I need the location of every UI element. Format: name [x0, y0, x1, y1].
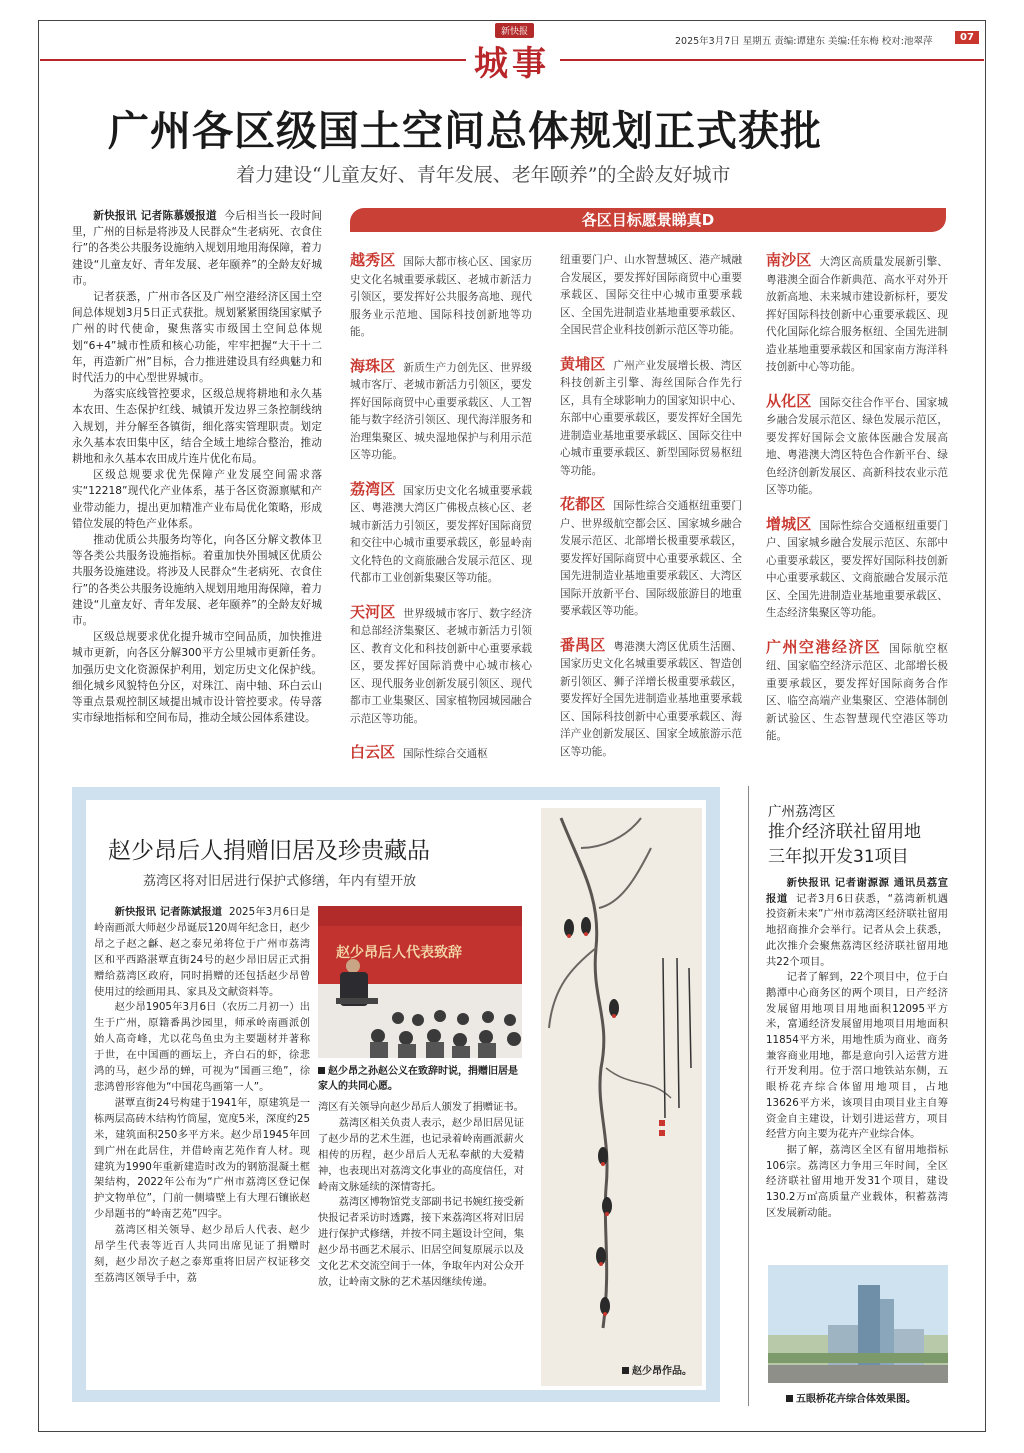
story3-byline: 新快报讯 记者谢源源 通讯员荔宣报道 [766, 877, 948, 905]
district-item: 荔湾区 国家历史文化名城重要承载区、粤港澳大湾区广佛极点核心区、老城市新活力引领区，要发挥好国际商贸和交往中心城市重要承载区，彰显岭南文化特色的文商旅融合发展示范区、现代都市工业创新集聚区等功能。 [350, 479, 532, 584]
district-item: 天河区 世界级城市客厅、数字经济和总部经济集聚区、老城市新活力引领区、教育文化和科技创新中心重要承载区，要发挥好国际消费中心城市核心区、现代服务业创新发展引领区、现代都市工业集聚区、国家植物园城园融合示范区等功能。 [350, 602, 532, 725]
paragraph: 据了解，荔湾区全区有留用地指标106宗。荔湾区力争用三年时间，全区经济联社留用地开发31个项目，建设130.2万㎡高质量产业载体，积蓄荔湾区发展新动能。 [766, 1143, 948, 1219]
story3-title-line2: 三年拟开发31项目 [768, 847, 909, 867]
paragraph: 记者了解到，22个项目中，位于白鹅潭中心商务区的两个项目，日产经济发展留用地项目用地面积12095平方米，富通经济发展留用地项目用地面积11854平方米，用地性质为商业、商务兼容商业用地，都是意向引入运营方进行开发利用。位于滘口地铁站东侧，五眼桥花卉综合体留用地项目，占地13626平方米，该项目由项目业主自筹资金自主建设，计划引进运营方，项目经营方向主要为花卉产业综合体。 [766, 971, 948, 1141]
paragraph: 荔湾区相关负责人表示，赵少昂旧居见证了赵少昂的艺术生涯，也记录着岭南画派薪火相传的历程，赵少昂后人无私奉献的大爱精神，也表现出对荔湾文化事业的高度信任，对岭南文脉延续的深情寄托。 [318, 1116, 524, 1193]
column-divider [748, 786, 749, 1406]
paragraph: 区级总规要求优先保障产业发展空间需求落实“12218”现代化产业体系，基于各区资源禀赋和产业带动能力，提出更加精准产业布局优化策略，形成错位发展的特色产业体系。 [72, 469, 322, 530]
story2-col1: 新快报讯 记者陈斌报道 2025年3月6日是岭南画派大师赵少昂诞辰120周年纪念日，赵少昂之子赵之龢、赵之泰兄弟将位于广州市荔湾区和平西路湛覃直街24号的赵少昂旧居正式捐赠给荔湾区政府，同时捐赠的还包括赵少昂曾使用过的绘画用具、家具及文献资料等。 赵少昂1905年3月6日（农历二月初一）出生于广州，原籍番禺沙园里，师承岭南画派创始人高奇峰，尤以花鸟鱼虫为主要题材并著称于世，在中国画的画坛上，齐白石的虾，徐悲鸿的马，赵少昂的蝉，可视为“国画三绝”，徐悲鸿曾形容他为“中国花鸟画第一人”。 湛覃直街24号构建于1941年，原建筑是一栋两层高砖木结构竹筒屋，宽度5米，深度约25米，建筑面积250多平方米。赵少昂1945年回到广州在此居住，并借岭南艺苑作育人材。现建筑为1990年重新建造时改为的钢筋混凝土框架结构，2022年公布为“广州市荔湾区登记保护文物单位”，门前一侧墙壁上有大理石镶嵌赵少昂题书的“岭南艺苑”四字。 荔湾区相关领导、赵少昂后人代表、赵少昂学生代表等近百人共同出席见证了捐赠时刻，赵少昂次子赵之泰郑重将旧居产权证移交至荔湾区领导手中，荔 [94, 905, 310, 1380]
building-rendering-image [768, 1265, 948, 1383]
paragraph: 为落实底线管控要求，区级总规将耕地和永久基本农田、生态保护红线、城镇开发边界三条控制线纳入规划，并分解至各镇街，细化落实管理职责。划定永久基本农田集中区，结合全域土地综合整治，推动耕地和永久基本农田成片连片优化布局。 [72, 388, 322, 466]
main-byline: 新快报讯 记者陈慕媛报道 [93, 210, 217, 222]
event-photo [318, 906, 522, 1058]
district-item: 白云区 国际性综合交通枢 [350, 743, 488, 760]
district-item: 海珠区 新质生产力创先区、世界级城市客厅、老城市新活力引领区，要发挥好国际商贸中心重要承载区、人工智能与数字经济引领区、现代海洋服务和治理集聚区、城央湿地保护与利用示范区等功能。 [350, 356, 532, 461]
story2-subtitle: 荔湾区将对旧居进行保护式修缮，年内有望开放 [143, 874, 417, 889]
painting-image [541, 808, 702, 1386]
story3-title-line1: 推介经济联社留用地 [768, 822, 921, 842]
district-item: 增城区 国际性综合交通枢纽重要门户、国家城乡融合发展示范区、东部中心重要承载区，要发挥好国际科技创新中心重要承载区、文商旅融合发展示范区、全国先进制造业基地重要承载区、生态经济集聚区等功能。 [766, 514, 948, 619]
paragraph: 湛覃直街24号构建于1941年，原建筑是一栋两层高砖木结构竹筒屋，宽度5米，深度约25米，建筑面积250多平方米。赵少昂1945年回到广州在此居住，并借岭南艺苑作育人材。现建筑为1990年重新建造时改为的钢筋混凝土框架结构，2022年公布为“广州市荔湾区登记保护文物单位”，门前一侧墙壁上有大理石镶嵌赵少昂题书的“岭南艺苑”四字。 [94, 1096, 310, 1221]
district-item: 从化区 国际交往合作平台、国家城乡融合发展示范区、绿色发展示范区，要发挥好国际会文旅体医融合发展高地、粤港澳大湾区特色合作新平台、绿色经济创新发展区、高新科技农业示范区等功能。 [766, 391, 948, 496]
painting-caption: 赵少昂作品。 [622, 1364, 692, 1379]
story2-title: 赵少昂后人捐赠旧居及珍贵藏品 [108, 838, 430, 864]
district-item: 花都区 国际性综合交通枢纽重要门户、世界级航空都会区、国家城乡融合发展示范区、北部增长极重要承载区，要发挥好国际商贸中心重要承载区、全国先进制造业基地重要承载区、大湾区国际开放新平台、国际级旅游目的地重要承载区等功能。 [560, 495, 742, 617]
photo-banner-text: 赵少昂后人代表致辞 [336, 945, 462, 961]
header-rule-left [40, 59, 466, 61]
district-item: 番禺区 粤港澳大湾区优质生活圈、国家历史文化名城重要承载区、智造创新引领区、狮子洋增长极重要承载区，要发挥好全国先进制造业基地重要承载区、国际科技创新中心重要承载区、海洋产业创新发展区、国家全域旅游示范区等功能。 [560, 635, 742, 758]
district-item: 广州空港经济区 国际航空枢纽、国家临空经济示范区、北部增长极重要承载区，要发挥好国际商务合作区、临空高端产业集聚区、空港体制创新试验区、生态智慧现代空港区等功能。 [766, 637, 948, 742]
paragraph: 记者获悉，广州市各区及广州空港经济区国土空间总体规划3月5日正式获批。规划紧紧围绕国家赋予广州的时代使命，聚焦落实市级国土空间总体规划“6+4”城市性质和核心功能，牢牢把握“大干十二年，再造新广州”目标，合力推进建设具有经典魅力和时代活力的中心型世界城市。 [72, 291, 322, 385]
district-item: 纽重要门户、山水智慧城区、港产城融合发展区，要发挥好国际商贸中心重要承载区、国际交往中心城市重要承载区、全国先进制造业基地重要承载区、全国民营企业科技创新示范区等功能。 [560, 254, 742, 336]
paragraph: 区级总规要求优化提升城市空间品质，加快推进城市更新，向各区分解300平方公里城市更新任务。加强历史文化资源保护利用，划定历史文化保护线。细化城乡风貌特色分区，对珠江、南中轴、环白云山等重点景观控制区域提出城市设计管控要求。传导落实市绿地指标和空间布局，推动全域公园体系建设。 [72, 631, 322, 725]
story3-body: 新快报讯 记者谢源源 通讯员荔宣报道 记者3月6日获悉，“荔湾新机遇 投资新未来”广州市荔湾区经济联社留用地招商推介会举行。记者从会上获悉，此次推介会聚焦荔湾区经济联社留用地共22个项目。 记者了解到，22个项目中，位于白鹅潭中心商务区的两个项目，日产经济发展留用地项目用地面积12095平方米，富通经济发展留用地项目用地面积11854平方米，用地性质为商业、商务兼容商业用地，都是意向引入运营方进行开发利用。位于滘口地铁站东侧，五眼桥花卉综合体留用地项目，占地13626平方米，该项目由项目业主自筹资金自主建设，计划引进运营方，项目经营方向主要为花卉产业综合体。 据了解，荔湾区全区有留用地指标106宗。荔湾区力争用三年时间，全区经济联社留用地开发31个项目，建设130.2万㎡高质量产业载体，积蓄荔湾区发展新动能。 [766, 876, 948, 1256]
district-item: 南沙区 大湾区高质量发展新引擎、粤港澳全面合作新典范、高水平对外开放新高地、未来城市建设新标杆，要发挥好国际科技创新中心重要承载区、现代化国际化综合服务枢纽、全国先进制造业基地重要承载区和国家南方海洋科技创新中心等功能。 [766, 252, 948, 373]
district-column-3 [766, 252, 948, 760]
story2-byline: 新快报讯 记者陈斌报道 [114, 906, 223, 918]
story3-kicker: 广州荔湾区 [768, 804, 836, 820]
header-rule-right [560, 59, 984, 61]
date-line: 2025年3月7日 星期五 责编:谭建东 美编:任东梅 校对:池翠萍 [675, 36, 933, 47]
district-box-title: 各区目标愿景睇真D [350, 208, 946, 232]
paragraph: 推动优质公共服务均等化，向各区分解文教体卫等各类公共服务设施指标。着重加快外围城区优质公共服务设施建设。将涉及人民群众“生老病死、衣食住行”的各类公共服务设施纳入规划用地用海保障，着力建设“儿童友好、青年发展、老年颐养”的全龄友好城市。 [72, 534, 322, 628]
event-photo-caption: 赵少昂之孙赵公义在致辞时说，捐赠旧居是家人的共同心愿。 [318, 1066, 518, 1092]
paragraph: 荔湾区博物馆党支部副书记书婉红接受新快报记者采访时透露，接下来荔湾区将对旧居进行保护式修缮，并按不同主题设计空间，集赵少昂书画艺术展示、旧居空间复原展示以及文化艺术交流空间于一体，争取年内对公众开放，让岭南文脉的艺术基因继续传递。 [318, 1196, 524, 1288]
story2-col2 [318, 1100, 524, 1385]
main-story-body: 新快报讯 记者陈慕媛报道 今后相当长一段时间里，广州的目标是将涉及人民群众“生老病死、衣食住行”的各类公共服务设施纳入规划用地用海保障，着力建设“儿童友好、青年发展、老年颐养”的全龄友好城市。 记者获悉，广州市各区及广州空港经济区国土空间总体规划3月5日正式获批。规划紧紧围绕国家赋予广州的时代使命，聚焦落实市级国土空间总体规划“6+4”城市性质和核心功能，牢牢把握“大干十二年，再造新广州”目标，合力推进建设具有经典魅力和时代活力的中心型世界城市。 为落实底线管控要求，区级总规将耕地和永久基本农田、生态保护红线、城镇开发边界三条控制线纳入规划，并分解至各镇街，细化落实管理职责。划定永久基本农田集中区，结合全域土地综合整治，推动耕地和永久基本农田成片连片优化布局。 区级总规要求优先保障产业发展空间需求落实“12218”现代化产业体系，基于各区资源禀赋和产业带动能力，提出更加精准产业布局优化策略，形成错位发展的特色产业体系。 推动优质公共服务均等化，向各区分解文教体卫等各类公共服务设施指标。着重加快外围城区优质公共服务设施建设。将涉及人民群众“生老病死、衣食住行”的各类公共服务设施纳入规划用地用海保障，着力建设“儿童友好、青年发展、老年颐养”的全龄友好城市。 区级总规要求优化提升城市空间品质，加快推进城市更新，向各区分解300平方公里城市更新任务。加强历史文化资源保护利用，划定历史文化保护线。细化城乡风貌特色分区，对珠江、南中轴、环白云山等重点景观控制区域提出城市设计管控要求。传导落实市绿地指标和空间布局，推动全域公园体系建设。 [72, 208, 322, 768]
page-number: 07 [955, 31, 979, 44]
paragraph: 赵少昂1905年3月6日（农历二月初一）出生于广州，原籍番禺沙园里，师承岭南画派创始人高奇峰，尤以花鸟鱼虫为主要题材并著称于世，在中国画的画坛上，齐白石的虾，徐悲鸿的马，赵少昂的蝉，可视为“国画三绝”，徐悲鸿曾形容他为“中国花鸟画第一人”。 [94, 1001, 310, 1093]
district-column-2 [560, 252, 742, 760]
paragraph: 湾区有关领导向赵少昂后人颁发了捐赠证书。 [318, 1101, 524, 1113]
main-subheadline: 着力建设“儿童友好、青年发展、老年颐养”的全龄友好城市 [236, 164, 731, 186]
district-column-1 [350, 252, 532, 760]
district-item: 越秀区 国际大都市核心区、国家历史文化名城重要承载区、老城市新活力引领区，要发挥好公共服务高地、现代服务业示范地、国际科技创新地等功能。 [350, 252, 532, 338]
main-headline: 广州各区级国土空间总体规划正式获批 [108, 107, 822, 155]
district-item: 黄埔区 广州产业发展增长极、湾区科技创新主引擎、海丝国际合作先行区，具有全球影响力的国家知识中心、东部中心重要承载区，要发挥好全国先进制造业基地重要承载区、国际交往中心城市重要承载区、新型国际贸易枢纽等功能。 [560, 354, 742, 477]
building-photo-caption: 五眼桥花卉综合体效果图。 [786, 1392, 916, 1407]
section-title: 城事 [474, 44, 550, 84]
newspaper-badge: 新快报 [495, 23, 534, 38]
paragraph: 荔湾区相关领导、赵少昂后人代表、赵少昂学生代表等近百人共同出席见证了捐赠时刻，赵少昂次子赵之泰郑重将旧居产权证移交至荔湾区领导手中，荔 [94, 1224, 310, 1284]
